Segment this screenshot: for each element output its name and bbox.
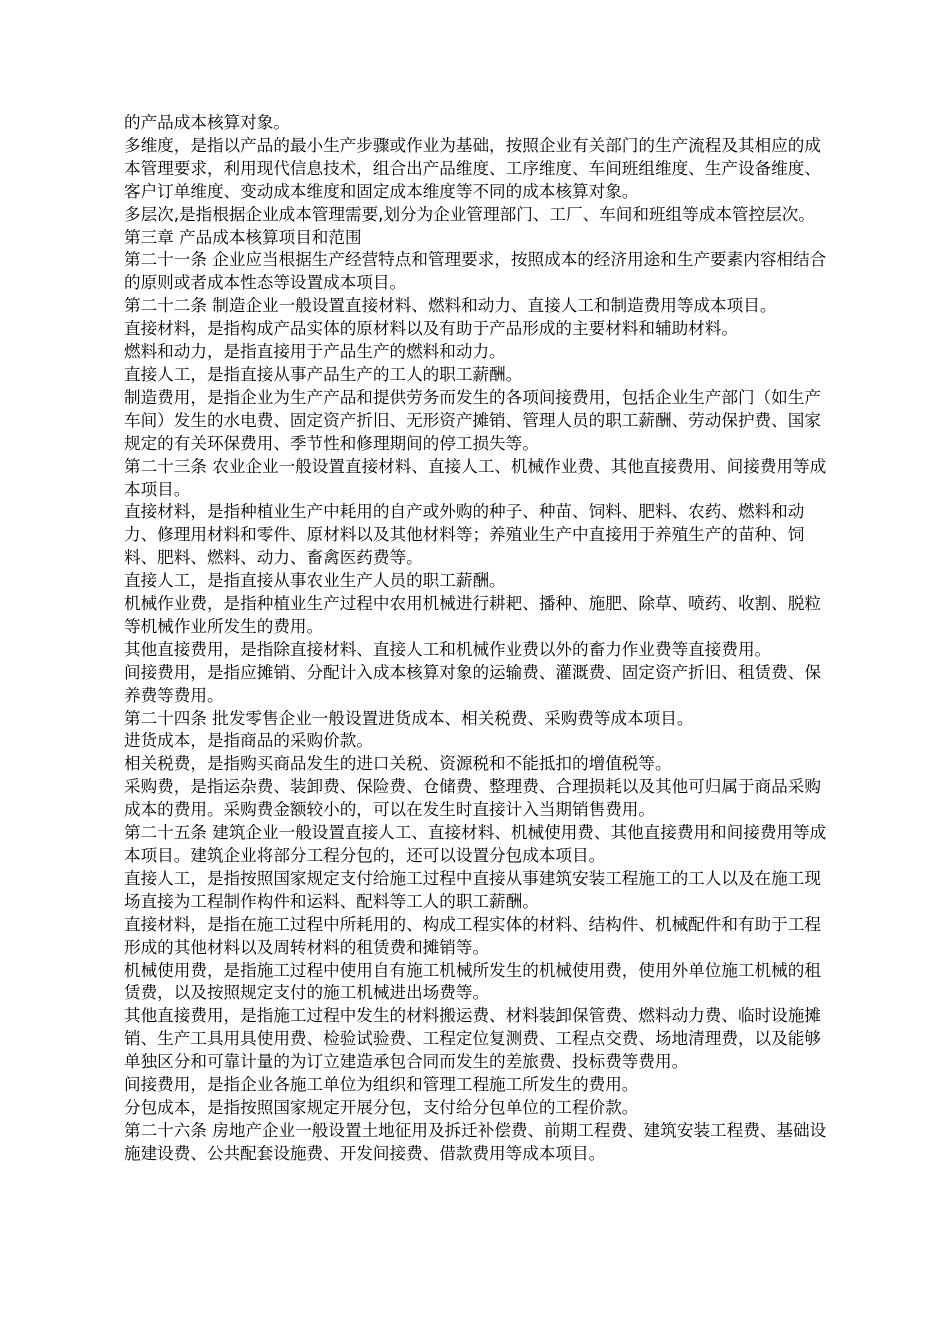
paragraph: 直接人工，是指按照国家规定支付给施工过程中直接从事建筑安装工程施工的工人以及在施工现场直接为工程制作构件和运料、配料等工人的职工薪酬。 — [124, 868, 821, 911]
chapter-heading: 第三章 产品成本核算项目和范围 — [124, 227, 362, 247]
paragraph: 多维度，是指以产品的最小生产步骤或作业为基础，按照企业有关部门的生产流程及其相应的成本管理要求，利用现代信息技术，组合出产品维度、工序维度、车间班组维度、生产设备维度、客户订单维度、变动成本维度和固定成本维度等不同的成本核算对象。 — [124, 135, 821, 201]
paragraph: 燃料和动力，是指直接用于产品生产的燃料和动力。 — [124, 342, 506, 362]
paragraph: 机械使用费，是指施工过程中使用自有施工机械所发生的机械使用费，使用外单位施工机械的租赁费，以及按照规定支付的施工机械进出场费等。 — [124, 960, 821, 1003]
paragraph: 机械作业费，是指种植业生产过程中农用机械进行耕耙、播种、施肥、除草、喷药、收割、脱粒等机械作业所发生的费用。 — [124, 594, 821, 636]
paragraph: 直接人工，是指直接从事农业生产人员的职工薪酬。 — [124, 571, 506, 591]
paragraph: 直接材料，是指在施工过程中所耗用的、构成工程实体的材料、结构件、机械配件和有助于工程形成的其他材料以及周转材料的租赁费和摊销等。 — [124, 914, 821, 957]
paragraph: 直接材料，是指种植业生产中耗用的自产或外购的种子、种苗、饲料、肥料、农药、燃料和动力、修理用材料和零件、原材料以及其他材料等；养殖业生产中直接用于养殖生产的苗种、饲料、肥料、燃料、动力、畜禽医药费等。 — [124, 502, 805, 568]
paragraph: 直接人工，是指直接从事产品生产的工人的职工薪酬。 — [124, 364, 523, 384]
article-26: 第二十六条 房地产企业一般设置土地征用及拆迁补偿费、前期工程费、建筑安装工程费、基础设施建设费、公共配套设施费、开发间接费、借款费用等成本项目。 — [124, 1120, 827, 1163]
paragraph: 进货成本，是指商品的采购价款。 — [124, 731, 373, 751]
paragraph: 其他直接费用，是指除直接材料、直接人工和机械作业费以外的畜力作业费等直接费用。 — [124, 639, 772, 659]
article-24: 第二十四条 批发零售企业一般设置进货成本、相关税费、采购费等成本项目。 — [124, 708, 694, 728]
article-25: 第二十五条 建筑企业一般设置直接人工、直接材料、机械使用费、其他直接费用和间接费用等成本项目。建筑企业将部分工程分包的，还可以设置分包成本项目。 — [124, 823, 827, 865]
paragraph: 间接费用，是指应摊销、分配计入成本核算对象的运输费、灌溉费、固定资产折旧、租赁费、保养费等费用。 — [124, 662, 821, 705]
article-23: 第二十三条 农业企业一般设置直接材料、直接人工、机械作业费、其他直接费用、间接费用等成本项目。 — [124, 456, 827, 499]
article-21: 第二十一条 企业应当根据生产经营特点和管理要求，按照成本的经济用途和生产要素内容相结合的原则或者成本性态等设置成本项目。 — [124, 250, 827, 293]
paragraph: 其他直接费用，是指施工过程中发生的材料搬运费、材料装卸保管费、燃料动力费、临时设施摊销、生产工具用具使用费、检验试验费、工程定位复测费、工程点交费、场地清理费，以及能够单独区分和可靠计量的为订立建造承包合同而发生的差旅费、投标费等费用。 — [124, 1006, 821, 1072]
paragraph: 采购费，是指运杂费、装卸费、保险费、仓储费、整理费、合理损耗以及其他可归属于商品采购成本的费用。采购费金额较小的，可以在发生时直接计入当期销售费用。 — [124, 777, 821, 820]
paragraph: 的产品成本核算对象。 — [124, 113, 290, 132]
article-22: 第二十二条 制造企业一般设置直接材料、燃料和动力、直接人工和制造费用等成本项目。 — [124, 296, 777, 316]
document-body — [124, 112, 836, 1166]
paragraph: 相关税费，是指购买商品发生的进口关税、资源税和不能抵扣的增值税等。 — [124, 754, 672, 774]
paragraph: 制造费用，是指企业为生产产品和提供劳务而发生的各项间接费用，包括企业生产部门（如生产车间）发生的水电费、固定资产折旧、无形资产摊销、管理人员的职工薪酬、劳动保护费、国家规定的有关环保费用、季节性和修理期间的停工损失等。 — [124, 387, 821, 453]
paragraph: 直接材料，是指构成产品实体的原材料以及有助于产品形成的主要材料和辅助材料。 — [124, 319, 738, 339]
paragraph: 分包成本，是指按照国家规定开展分包，支付给分包单位的工程价款。 — [124, 1097, 639, 1117]
paragraph: 多层次,是指根据企业成本管理需要,划分为企业管理部门、工厂、车间和班组等成本管控层次。 — [124, 204, 815, 224]
paragraph: 间接费用，是指企业各施工单位为组织和管理工程施工所发生的费用。 — [124, 1075, 639, 1095]
